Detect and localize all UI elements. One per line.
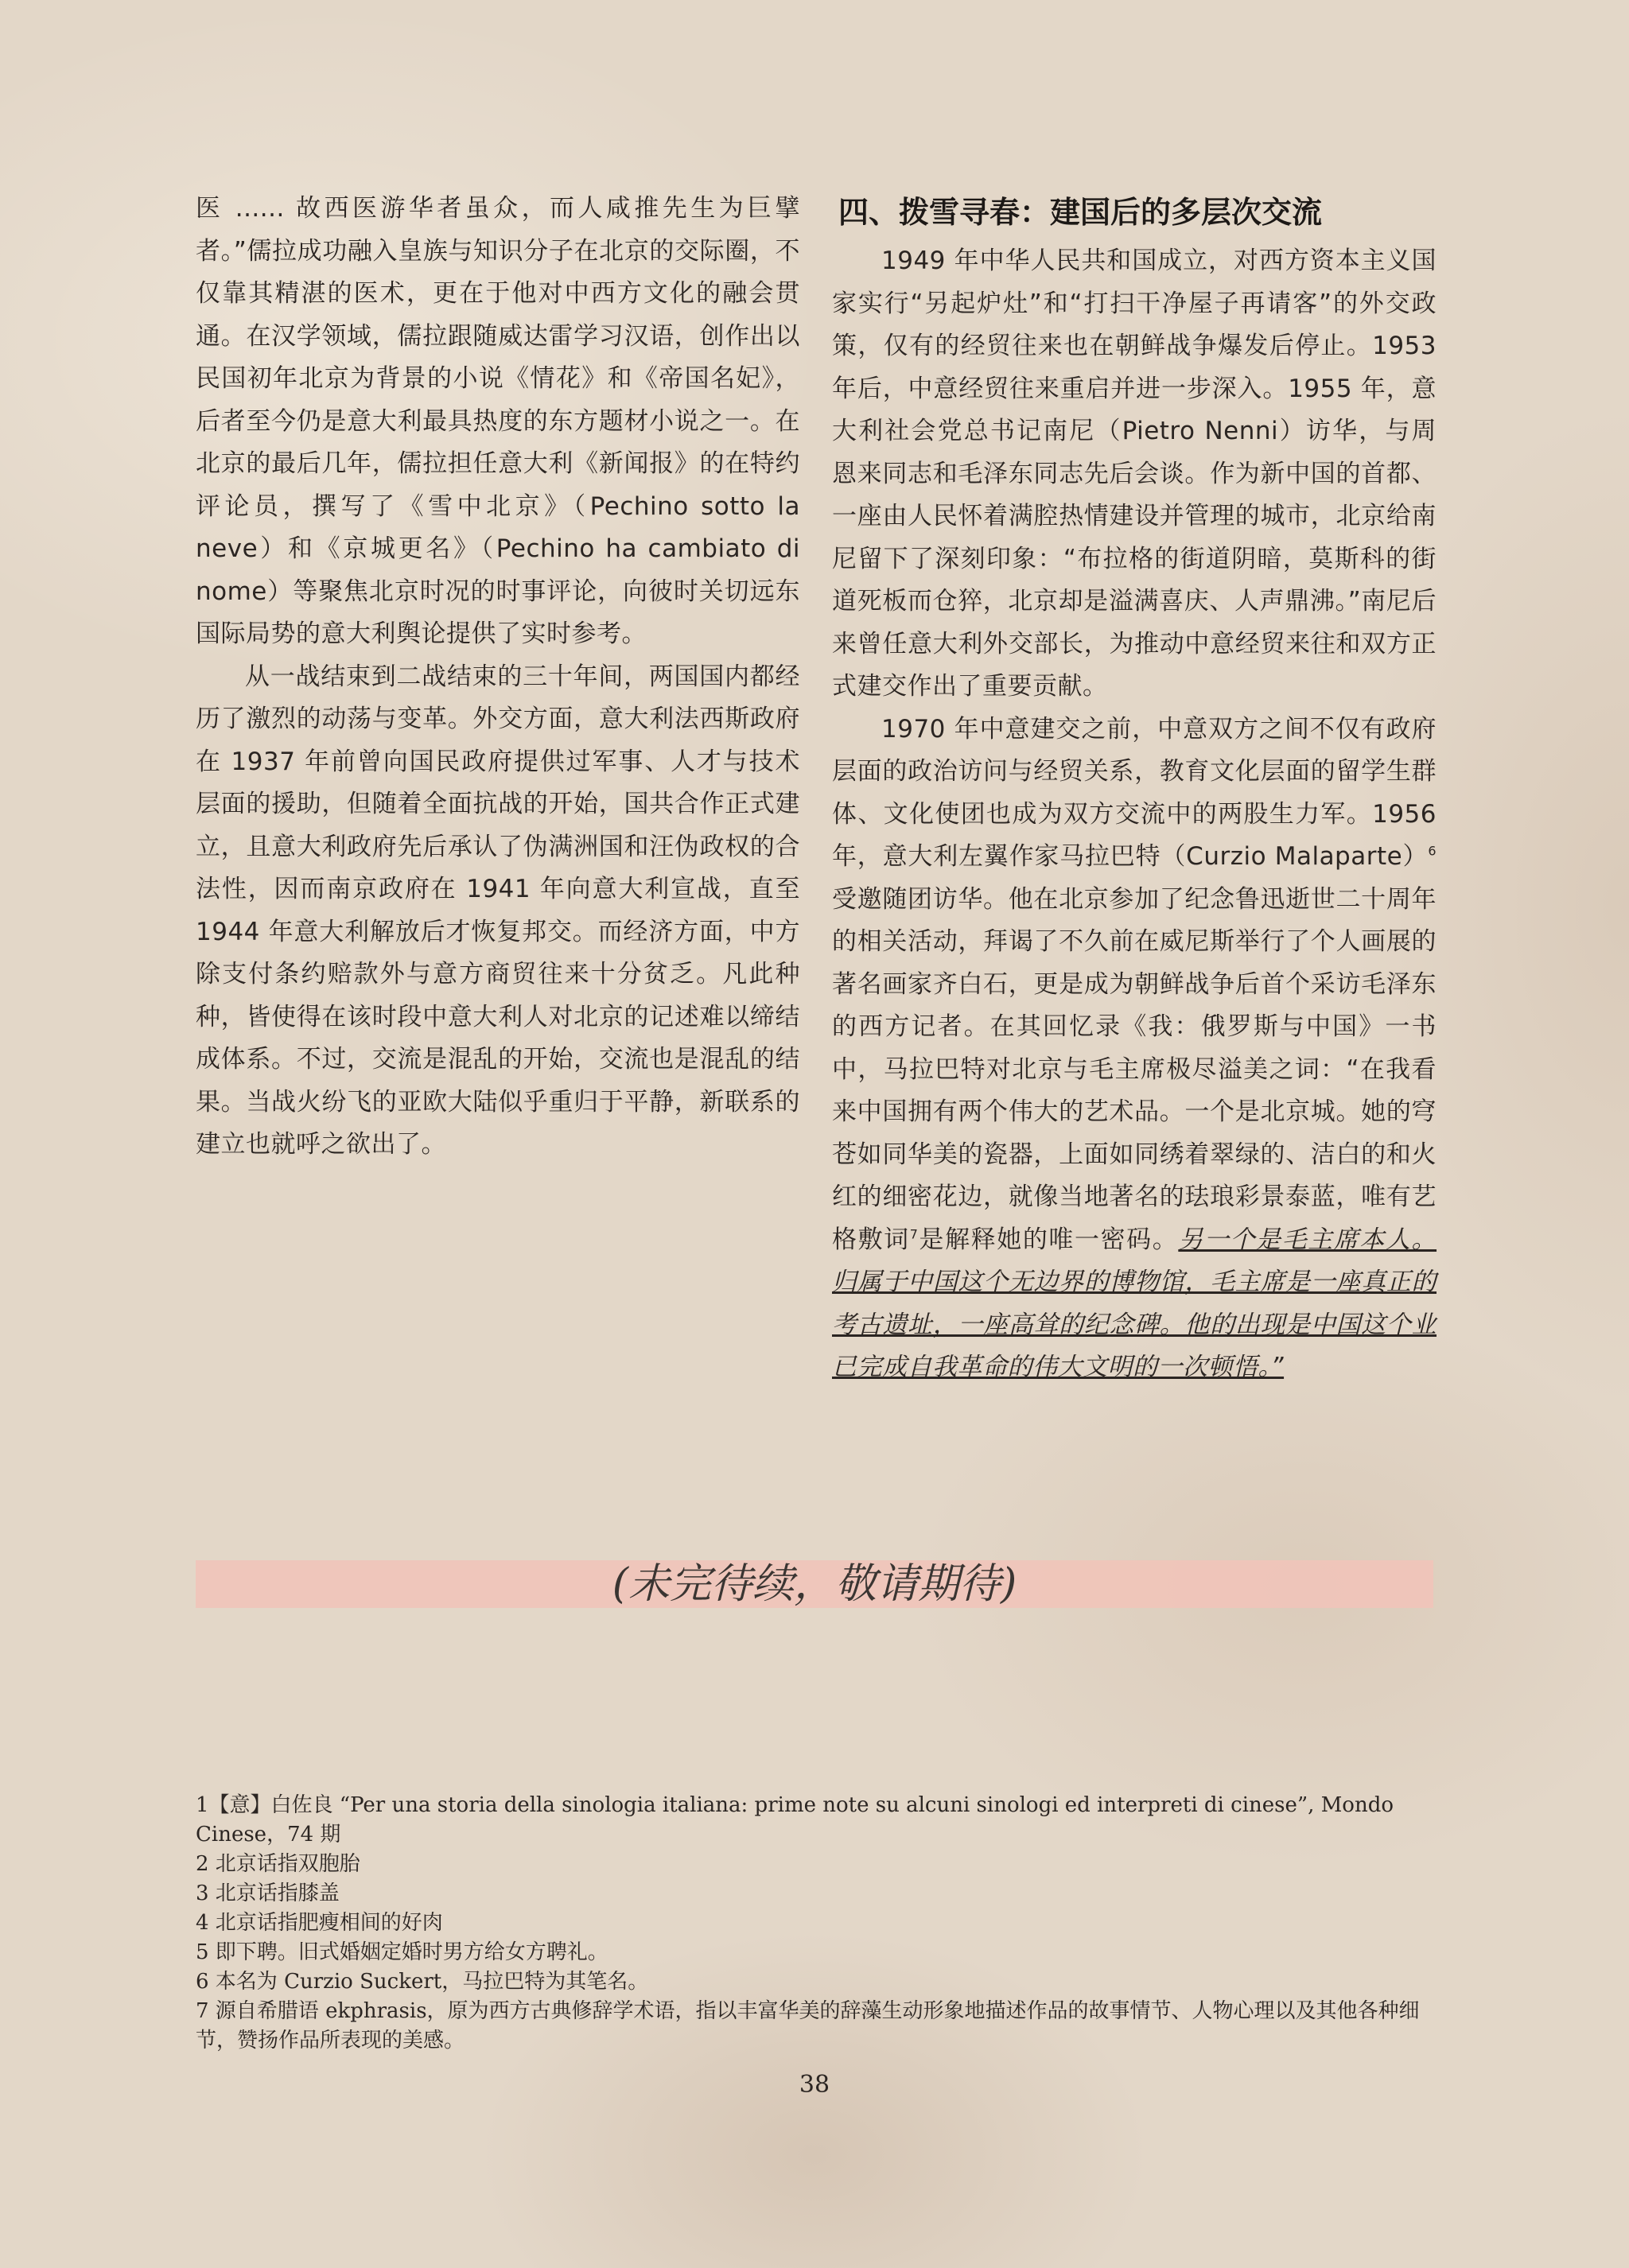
continued-banner-text: (未完待续，敬请期待) — [612, 1560, 1017, 1608]
footnotes — [196, 1791, 1437, 2056]
footnote-1: 1【意】白佐良 “Per una storia della sinologia italiana: prime note su alcuni sinologi ed interpreti di cinese”, Mondo Cinese，74 期 — [196, 1793, 1394, 1847]
footnote-4: 4 北京话指肥瘦相间的好肉 — [196, 1911, 443, 1935]
left-column — [196, 188, 800, 1167]
page-number: 38 — [799, 2071, 830, 2099]
right-paragraph-2 — [832, 709, 1437, 1389]
right-paragraph-2-part-a: 1970 年中意建交之前，中意双方之间不仅有政府层面的政治访问与经贸关系，教育文化层面的留学生群体、文化使团也成为双方交流中的两股生力军。1956 年，意大利左翼作家马拉巴特（Curzio Malaparte） — [832, 714, 1437, 871]
right-paragraph-2-part-c: 是解释她的唯一密码。 — [918, 1225, 1179, 1254]
footnote-5: 5 即下聘。旧式婚姻定婚时男方给女方聘礼。 — [196, 1940, 608, 1964]
right-paragraph-1: 1949 年中华人民共和国成立，对西方资本主义国家实行“另起炉灶”和“打扫干净屋子再请客”的外交政策，仅有的经贸往来也在朝鲜战争爆发后停止。1953 年后，中意经贸往来重启并进一步深入。1955 年，意大利社会党总书记南尼（Pietro Nenni）访华，与周恩来同志和毛泽东同志先后会谈。作为新中国的首都、一座由人民怀着满腔热情建设并管理的城市，北京给南尼留下了深刻印象：“布拉格的街道阴暗，莫斯科的街道死板而仓猝，北京却是溢满喜庆、人声鼎沸。”南尼后来曾任意大利外交部长，为推动中意经贸来往和双方正式建交作出了重要贡献。 — [832, 247, 1437, 701]
section-heading: 四、拨雪寻春：建国后的多层次交流 — [838, 194, 1323, 230]
footnote-6: 6 本名为 Curzio Suckert，马拉巴特为其笔名。 — [196, 1970, 649, 1994]
footnote-7: 7 源自希腊语 ekphrasis，原为西方古典修辞学术语，指以丰富华美的辞藻生动形象地描述作品的故事情节、人物心理以及其他各种细节，赞扬作品所表现的美感。 — [196, 1999, 1420, 2052]
right-paragraph-2-part-b: 受邀随团访华。他在北京参加了纪念鲁迅逝世二十周年的相关活动，拜谒了不久前在威尼斯举行了个人画展的著名画家齐白石，更是成为朝鲜战争后首个采访毛泽东的西方记者。在其回忆录《我：俄罗斯与中国》一书中，马拉巴特对北京与毛主席极尽溢美之词：“在我看来中国拥有两个伟大的艺术品。一个是北京城。她的穹苍如同华美的瓷器，上面如同绣着翠绿的、洁白的和火红的细密花边，就像当地著名的珐琅彩景泰蓝，唯有艺格敷词 — [832, 884, 1437, 1254]
footnote-2: 2 北京话指双胞胎 — [196, 1852, 360, 1876]
left-paragraph-1: 医 ...... 故西医游华者虽众，而人咸推先生为巨擘者。”儒拉成功融入皇族与知识分子在北京的交际圈，不仅靠其精湛的医术，更在于他对中西方文化的融会贯通。在汉学领域，儒拉跟随威达雷学习汉语，创作出以民国初年北京为背景的小说《情花》和《帝国名妃》，后者至今仍是意大利最具热度的东方题材小说之一。在北京的最后几年，儒拉担任意大利《新闻报》的在特约评论员，撰写了《雪中北京》（Pechino sotto la neve）和《京城更名》（Pechino ha cambiato di nome）等聚焦北京时况的时事评论，向彼时关切远东国际局势的意大利舆论提供了实时参考。 — [196, 194, 800, 648]
right-column — [832, 188, 1437, 1389]
underlined-quote: 另一个是毛主席本人。归属于中国这个无边界的博物馆，毛主席是一座真正的考古遗址，一座高耸的纪念碑。他的出现是中国这个业已完成自我革命的伟大文明的一次顿悟。” — [832, 1225, 1437, 1381]
footnote-ref-7[interactable]: 7 — [909, 1226, 919, 1242]
left-paragraph-2: 从一战结束到二战结束的三十年间，两国国内都经历了激烈的动荡与变革。外交方面，意大利法西斯政府在 1937 年前曾向国民政府提供过军事、人才与技术层面的援助，但随着全面抗战的开始，国共合作正式建立，且意大利政府先后承认了伪满洲国和汪伪政权的合法性，因而南京政府在 1941 年向意大利宣战，直至 1944 年意大利解放后才恢复邦交。而经济方面，中方除支付条约赔款外与意方商贸往来十分贫乏。凡此种种，皆使得在该时段中意大利人对北京的记述难以缔结成体系。不过，交流是混乱的开始，交流也是混乱的结果。当战火纷飞的亚欧大陆似乎重归于平静，新联系的建立也就呼之欲出了。 — [196, 662, 800, 1159]
footnote-3: 3 北京话指膝盖 — [196, 1882, 340, 1905]
footnote-ref-6[interactable]: 6 — [1428, 843, 1437, 859]
